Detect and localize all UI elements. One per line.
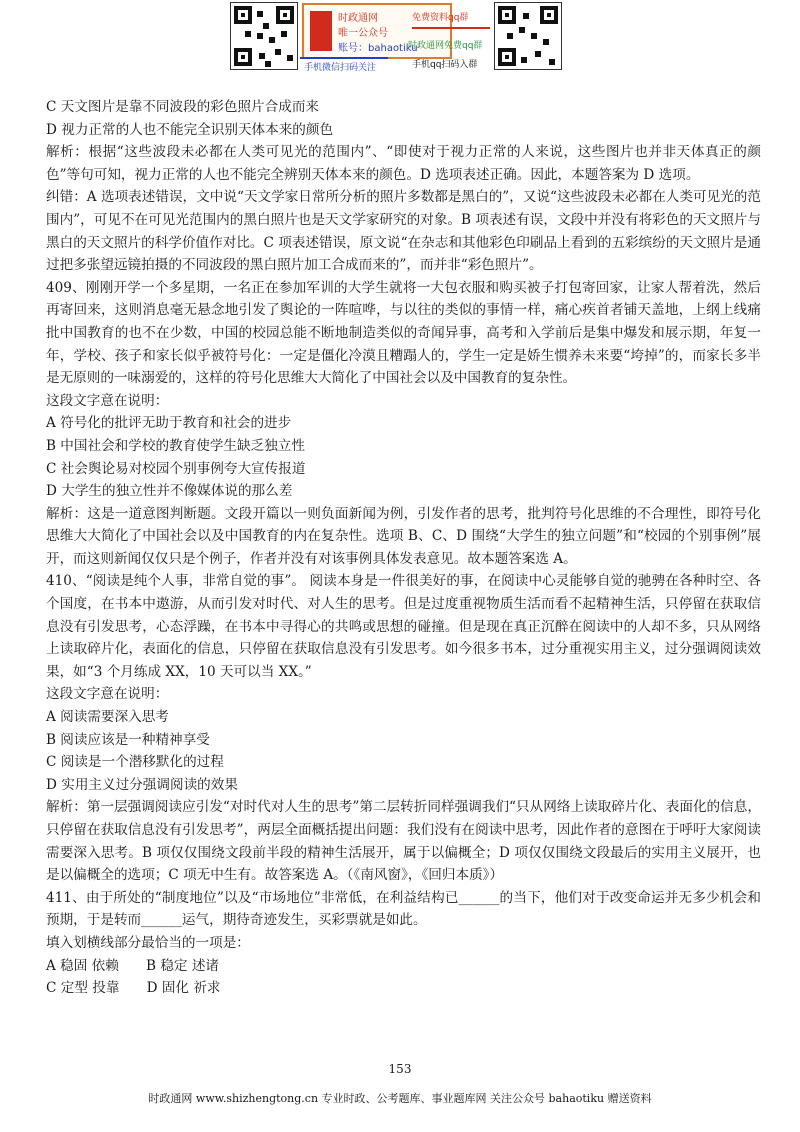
right-arrow-icon xyxy=(412,27,490,29)
qq-group-label: 免费资料qq群 xyxy=(412,13,469,23)
qq-group-mid-label: 时政通网免费qq群 xyxy=(408,41,483,51)
paragraph: 解析：第一层强调阅读应引发“对时代对人生的思考”第二层转折同样强调我们“只从网络上读取碎片化、表面化的信息，只停留在获取信息没有引发思考”，两层全面概括提出问题：我们没有在阅读中思考，因此作者的意图在于呼吁大家阅读需要深入思考。B 项仅仅围绕文段前半段的精神生活展开，属于以偏概全；D 项仅仅围绕文段最后的实用主义展开，也是以偏概全的选项；C 项无中生有。故答案选 A。（《南风窗》，《回归本质》） xyxy=(46,799,761,884)
paragraph: 填入划横线部分最恰当的一项是： xyxy=(46,934,250,951)
left-arrow-icon xyxy=(300,57,388,59)
paragraph: B 阅读应该是一种精神享受 xyxy=(46,731,210,748)
paragraph: 411、由于所处的“制度地位”以及“市场地位”非常低，在利益结构已______的当下，他们对于改变命运并无多少机会和预期，于是转而______运气，期待奇迹发生，买彩票就是如此。 xyxy=(46,889,761,929)
page-footer: 时政通网 www.shizhengtong.cn 专业时政、公考题库、事业题库网 关注公众号 bahaotiku 赠送资料 xyxy=(148,1092,652,1105)
paragraph: D 视力正常的人也不能完全识别天体本来的颜色 xyxy=(46,121,334,138)
paragraph: C 阅读是一个潜移默化的过程 xyxy=(46,754,224,771)
paragraph: 解析：根据“这些波段未必都在人类可见光的范围内”、“即使对于视力正常的人来说，这些图片也并非天体真正的颜色”等句可知，视力正常的人也不能完全辨别天体本来的颜色。D 选项表述正确。因此，本题答案为 D 选项。 xyxy=(46,144,761,183)
paragraph: 解析：这是一道意图判断题。文段开篇以一则负面新闻为例，引发作者的思考，批判符号化思维的不合理性，即符号化思维大大简化了中国社会以及中国教育的内在复杂性。选项 B、C、D 围绕“大学生的独立问题”和“校园的个别事例”展开，而这则新闻仅仅只是个例子，作者并没有对该事例具体发表意见。故本题答案选 A。 xyxy=(46,505,761,567)
banner-line3: 账号：bahaotiku xyxy=(338,43,418,54)
paragraph: A 符号化的批评无助于教育和社会的进步 xyxy=(46,415,292,432)
paragraph: 纠错：A 选项表述错误，文中说“天文学家日常所分析的照片多数都是黑白的”，又说“这些波段未必都在人类可见光的范围内”，可见不在可见光范围内的黑白照片也是天文学家研究的对象。B 项表述有误，文段中并没有将彩色的天文照片与黑白的天文照片的科学价值作对比。C 项表述错误，原文说“在杂志和其他彩色印刷品上看到的五彩缤纷的天文照片是通过把多张望远镜拍摄的不同波段的黑白照片加工合成而来的”，而并非“彩色照片”。 xyxy=(46,189,761,274)
page-number: 153 xyxy=(388,1062,412,1076)
document-body xyxy=(46,96,761,1000)
seal-logo xyxy=(310,11,332,51)
paragraph: 410、“阅读是纯个人事，非常自觉的事”。 阅读本身是一件很美好的事，在阅读中心灵能够自觉的驰骋在各种时空、各个国度，在书本中遨游，从而引发对时代、对人生的思考。但是过度重视物质生活而看不起精神生活，只停留在获取信息没有引发思考，心态浮躁，在书本中寻得心的共鸣或思想的碰撞。但是现在真正沉醉在阅读中的人却不多，只从网络上读取碎片化，表面化的信息，只停留在获取信息没有引发思考。如今很多书本，过分重视实用主义，过分强调阅读效果，如“3 个月练成 XX，10 天可以当 XX。” xyxy=(46,573,761,680)
paragraph: A 阅读需要深入思考 xyxy=(46,709,169,726)
paragraph: D 实用主义过分强调阅读的效果 xyxy=(46,776,238,793)
wechat-caption: 手机微信扫码关注 xyxy=(304,63,377,73)
paragraph: B 中国社会和学校的教育使学生缺乏独立性 xyxy=(46,437,305,454)
qq-qr-code xyxy=(494,2,562,70)
paragraph: 这段文字意在说明： xyxy=(46,686,169,703)
paragraph: C 定型 投靠 D 固化 祈求 xyxy=(46,980,221,997)
paragraph: C 社会舆论易对校园个别事例夸大宣传报道 xyxy=(46,460,306,477)
banner-line1: 时政通网 xyxy=(338,13,378,24)
wechat-qr-code xyxy=(230,2,298,70)
paragraph: 这段文字意在说明： xyxy=(46,392,169,409)
banner-line2: 唯一公众号 xyxy=(338,28,388,39)
paragraph: D 大学生的独立性并不像媒体说的那么差 xyxy=(46,483,293,500)
qq-caption: 手机qq扫码入群 xyxy=(412,60,478,70)
paragraph: C 天文图片是靠不同波段的彩色照片合成而来 xyxy=(46,99,320,115)
page-header xyxy=(0,0,800,75)
paragraph: 409、刚刚开学一个多星期，一名正在参加军训的大学生就将一大包衣服和购买被子打包寄回家，让家人帮着洗，然后再寄回来，这则消息毫无悬念地引发了舆论的一阵喧哗，与以往的类似的事情一样，痛心疾首者铺天盖地，上纲上线痛批中国教育的也不在少数，中国的校园总能不断地制造类似的奇闻异事，高考和入学前后是集中爆发和展示期，年复一年，学校、孩子和家长似乎被符号化：一定是僵化冷漠且糟蹋人的，学生一定是娇生惯养未来要“垮掉”的，而家长多半是无原则的一味溺爱的，这样的符号化思维大大简化了中国社会以及中国教育的复杂性。 xyxy=(46,279,761,387)
paragraph: A 稳固 依赖 B 稳定 述诸 xyxy=(46,957,220,974)
